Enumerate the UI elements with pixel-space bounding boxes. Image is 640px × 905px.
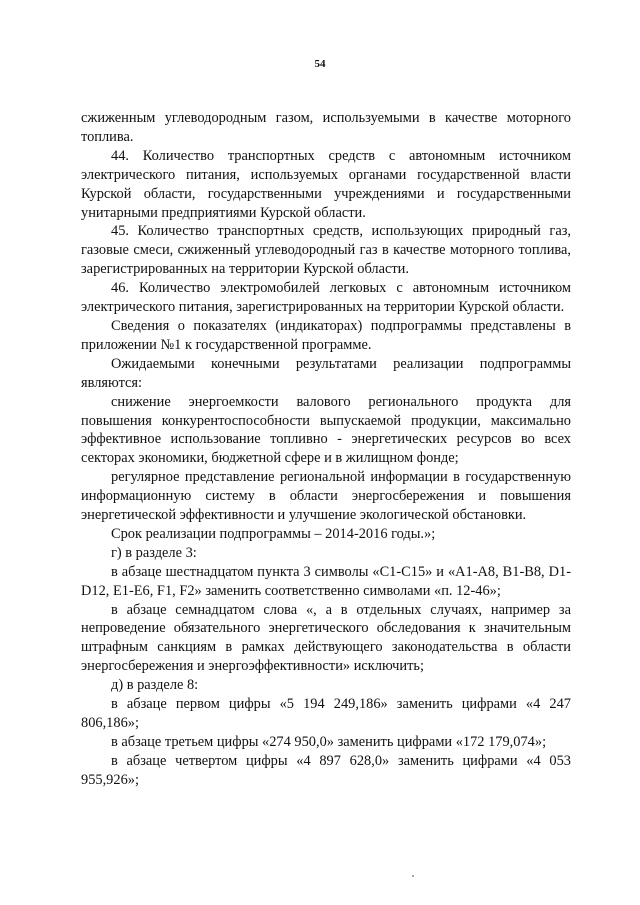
paragraph-indicators: Сведения о показателях (индикаторах) подпрограммы представлены в приложении №1 к государственной программе. [81, 317, 571, 353]
paragraph-symbols-replace: в абзаце шестнадцатом пункта 3 символы «С1-С15» и «А1-А8, В1-В8, D1-D12, Е1-Е6, F1, F2» заменить соответственно символами «п. 12-46»; [81, 563, 571, 599]
scan-speck [412, 875, 414, 877]
paragraph-words-exclude: в абзаце семнадцатом слова «, а в отдельных случаях, например за непроведение обязательного энергетического обследования к значительным штрафным санкциям в рамках действующего законодательства в области энергосбережения и энергоэффективности» исключить; [81, 601, 571, 675]
paragraph-term: Срок реализации подпрограммы – 2014-2016 годы.»; [111, 525, 436, 542]
paragraph-section-3: г) в разделе 3: [111, 544, 197, 561]
paragraph-regular-reporting: регулярное представление региональной информации в государственную информационную систему в области энергосбережения и повышения энергетической эффективности и улучшение экологической обстановки. [81, 469, 571, 524]
paragraph-fourth-figures: в абзаце четвертом цифры «4 897 628,0» заменить цифрами «4 053 955,926»; [81, 752, 571, 788]
paragraph-first-figures: в абзаце первом цифры «5 194 249,186» заменить цифрами «4 247 806,186»; [81, 696, 571, 731]
paragraph-item-44: 44. Количество транспортных средств с автономным источником электрического питания, используемых органами государственной власти Курской области, государственными учреждениями и государственными унитарными предприятиями Курской области. [81, 147, 571, 221]
page-number: 54 [314, 58, 326, 70]
paragraph-item-46: 46. Количество электромобилей легковых с автономным источником электрического питания, зарегистрированных на территории Курской области. [81, 280, 571, 316]
paragraph-section-8: д) в разделе 8: [111, 677, 199, 694]
paragraph-continuation: сжиженным углеводородным газом, используемыми в качестве моторного топлива. [81, 110, 571, 145]
paragraph-third-figures: в абзаце третьем цифры «274 950,0» заменить цифрами «172 179,074»; [111, 733, 547, 750]
document-body [81, 109, 571, 790]
paragraph-expected-results: Ожидаемыми конечными результатами реализации подпрограммы являются: [81, 355, 571, 391]
paragraph-item-45: 45. Количество транспортных средств, использующих природный газ, газовые смеси, сжиженный углеводородный газ в качестве моторного топлива, зарегистрированных на территории Курской области. [81, 223, 571, 278]
paragraph-energy-reduction: снижение энергоемкости валового регионального продукта для повышения конкурентоспособности выпускаемой продукции, максимально эффективное использование топливно - энергетических ресурсов во всех секторах экономики, бюджетной сфере и в жилищном фонде; [81, 393, 571, 467]
